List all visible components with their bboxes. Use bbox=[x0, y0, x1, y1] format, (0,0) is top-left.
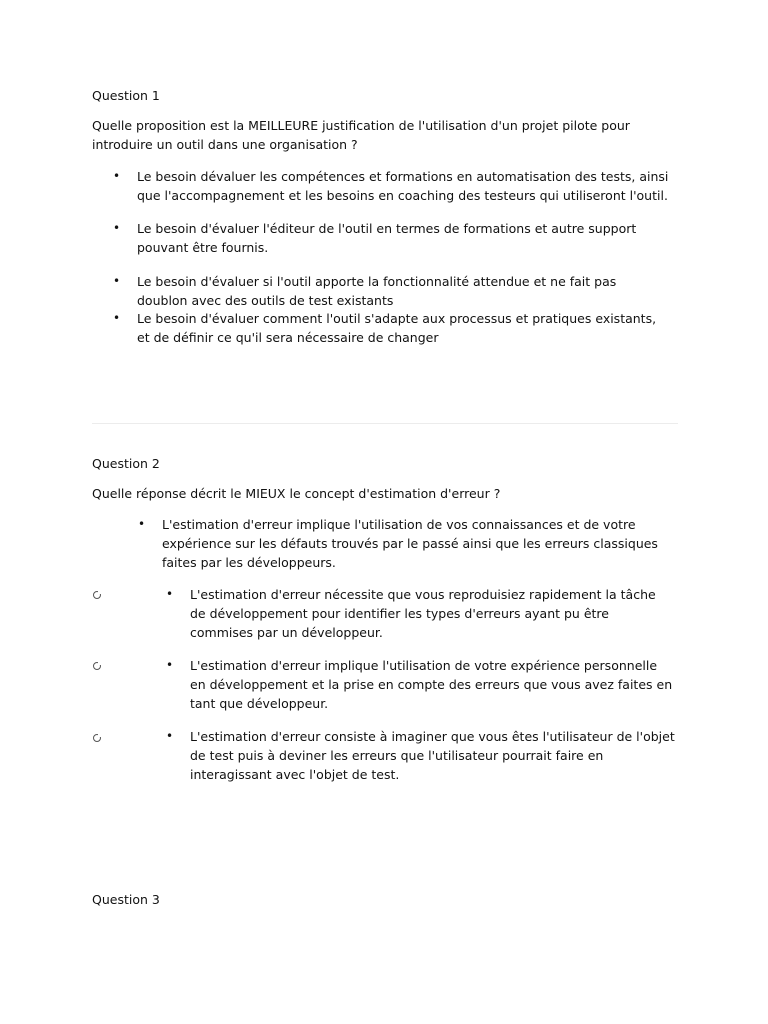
option-text: Le besoin d'évaluer comment l'outil s'adapte aux processus et pratiques existants, et de définir ce qu'il sera nécessaire de changer bbox=[137, 311, 657, 345]
option-text: L'estimation d'erreur implique l'utilisation de vos connaissances et de votre expérience sur les défauts trouvés par le passé ainsi que les erreurs classiques faites par les développeurs. bbox=[162, 517, 658, 570]
bullet-icon: • bbox=[113, 274, 121, 288]
question-2-option-4-radio[interactable] bbox=[93, 734, 101, 742]
question-1-option-3[interactable] bbox=[113, 272, 667, 310]
bullet-icon: • bbox=[166, 729, 174, 743]
option-text: Le besoin d'évaluer l'éditeur de l'outil en termes de formations et autre support pouvant être fournis. bbox=[137, 221, 637, 255]
question-2-title: Question 2 bbox=[92, 456, 160, 471]
bullet-icon: • bbox=[113, 221, 121, 235]
question-2-option-3[interactable] bbox=[166, 656, 675, 713]
bullet-icon: • bbox=[113, 311, 121, 325]
option-text: L'estimation d'erreur consiste à imaginer que vous êtes l'utilisateur de l'objet de test puis à deviner les erreurs que l'utilisateur pourrait faire en interagissant avec l'objet de test. bbox=[190, 729, 675, 782]
question-1-title: Question 1 bbox=[92, 88, 160, 103]
question-1-option-1[interactable] bbox=[113, 167, 682, 205]
question-3-title: Question 3 bbox=[92, 892, 160, 907]
bullet-icon: • bbox=[166, 658, 174, 672]
question-2-option-2-radio[interactable] bbox=[93, 591, 101, 599]
option-text: L'estimation d'erreur nécessite que vous reproduisiez rapidement la tâche de développement pour identifier les types d'erreurs ayant pu être commises par un développeur. bbox=[190, 587, 656, 640]
bullet-icon: • bbox=[113, 169, 121, 183]
bullet-icon: • bbox=[166, 587, 174, 601]
question-2-prompt: Quelle réponse décrit le MIEUX le concept d'estimation d'erreur ? bbox=[92, 486, 501, 501]
bullet-icon: • bbox=[138, 517, 146, 531]
option-text: Le besoin d'évaluer si l'outil apporte la fonctionnalité attendue et ne fait pas doublon avec des outils de test existants bbox=[137, 274, 617, 308]
question-2-option-3-radio[interactable] bbox=[93, 662, 101, 670]
question-1-option-2[interactable] bbox=[113, 219, 682, 257]
question-1-option-4[interactable] bbox=[113, 309, 667, 347]
question-2-option-1[interactable] bbox=[138, 515, 672, 572]
question-1-prompt: Quelle proposition est la MEILLEURE justification de l'utilisation d'un projet pilote pour introduire un outil dans une organisation ? bbox=[92, 118, 630, 152]
section-divider bbox=[92, 423, 678, 424]
option-text: L'estimation d'erreur implique l'utilisation de votre expérience personnelle en développement et la prise en compte des erreurs que vous avez faites en tant que développeur. bbox=[190, 658, 673, 711]
question-2-option-2[interactable] bbox=[166, 585, 675, 642]
question-2-option-4[interactable] bbox=[166, 727, 675, 784]
option-text: Le besoin dévaluer les compétences et formations en automatisation des tests, ainsi que l'accompagnement et les besoins en coaching des testeurs qui utiliseront l'outil. bbox=[137, 169, 669, 203]
